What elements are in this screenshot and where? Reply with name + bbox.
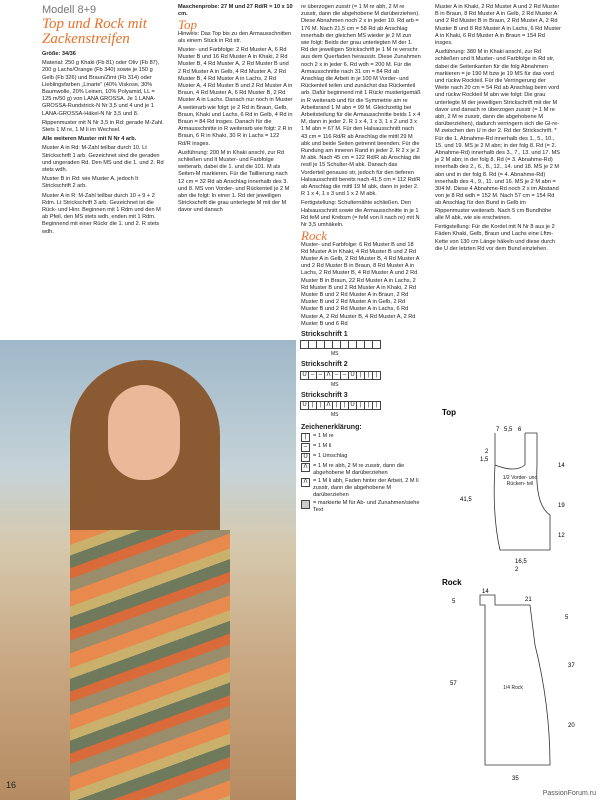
dim: 35 (512, 776, 519, 782)
chart-2-ms-label: MS (331, 381, 339, 388)
chart-1-ms-label: MS (331, 351, 339, 358)
column-2 (178, 4, 293, 217)
dim: 5 (452, 599, 456, 605)
dim: 16,5 (515, 559, 527, 565)
top-heading: Top (178, 17, 198, 33)
chart-3-ms-label: MS (331, 411, 339, 418)
dim: 14 (482, 589, 489, 595)
dim: 7 (496, 427, 500, 433)
dim: 12 (558, 533, 565, 539)
skirt-colorway-text: Muster- und Farbfolge: 6 Rd Muster B und 18 Rd Muster A in Khaki, 4 Rd Muster B und 2 Rd Muster A in Gelb, 2 Rd Muster B, 4 Rd Muster A und 2 Rd Muster B in Braun, 8 Rd Muster A in Lachs, 2 Rd Muster B, 4 Rd Muster A und 2 Rd Muster B in Braun, 22 Rd Muster A in Lachs, 2 Rd Muster B und 2 Rd Muster A in Khaki, 2 Rd Muster B und 2 Rd Muster A in Braun, 2 Rd Muster B und 2 Rd Muster A in Gelb, 2 Rd Muster B und 2 Rd Muster A in Lachs, 6 Rd Muster A, 2 Rd Muster B, 4 Rd Muster A, 2 Rd Muster B und 6 Rd (301, 241, 420, 327)
dim: 57 (450, 681, 457, 687)
dim: 41,5 (460, 497, 472, 503)
size-text: Größe: 34/36 (42, 51, 76, 57)
skirt-colorway-continued: Muster A in Khaki, 2 Rd Muster A und 2 Rd Muster B in Braun, 8 Rd Muster A in Gelb, 2 Rd Muster A und 2 Rd Muster B in Braun, 2 Rd Muster A, 2 Rd Muster B und 8 Rd Muster A in Lachs, 6 Rd Muster A in Khaki, 6 Rd Muster A in Braun = 154 Rd insges. (435, 4, 561, 47)
dim: 1,5 (480, 457, 489, 463)
dim: 20 (568, 723, 575, 729)
modell-label: Modell 8+9 (42, 4, 97, 16)
legend-item: – = 1 M li (301, 443, 421, 452)
top-piece-label: 1/2 Vorder- und Rücken- teil (502, 475, 538, 487)
material-text: Material: 250 g Khaki (Fb 81) oder Oliv (Fb 87), 200 g Lachs/Orange (Fb 340) sowie je 150 g Gelb (Fb 326) und Braun/Zimt (Fb 314) oder Lieblingsfarben „Linarte“ (40% Viskose, 30% Baumwolle, 20% Leinen, 10% Polyamid, LL = 125 m/50 g) von LANA GROSSA. Je 1 LANA-GROSSA-Rundstrick-N Nr 3,5 und 4 und je 1 LANA-GROSSA-Häkel-N Nr 3,5 und 8. (42, 60, 160, 117)
dim: 19 (558, 503, 565, 509)
dim: 6 (518, 427, 522, 433)
chart-1-title: Strickschrift 1 (301, 330, 348, 338)
legend-title: Zeichenerklärung: (301, 424, 362, 432)
top-schematic-label: Top (442, 408, 457, 417)
dim: 2 (485, 449, 489, 455)
chart-3-title: Strickschrift 3 (301, 391, 348, 399)
skirt-outline (480, 595, 550, 765)
rib-pattern-text: Rippenmuster mit N Nr 3,5 in Rd: gerade M-Zahl. Stets 1 M re, 1 M li im Wechsel. (42, 119, 164, 134)
top-colorway-text: Muster- und Farbfolge: 2 Rd Muster A, 6 Rd Muster B und 16 Rd Muster A in Khaki, 2 Rd Muster B, 4 Rd Muster A, 2 Rd Muster B und 2 Rd Muster A in Gelb, 4 Rd Muster A, 2 Rd Muster B, 4 Rd Muster A in Lachs, 2 Rd Muster A, 4 Rd Muster B und 2 Rd Muster A in Braun, 4 Rd Muster A, 6 Rd Muster B, 2 Rd Muster A in Lachs. Danach nur noch in Muster A weiterarb wie folgt: je 2 Rd in Braun, Gelb, Braun, Khaki und Lachs, 6 Rd in Gelb, 4 Rd in Braun = 84 Rd insges. Danach für die Armausschnitte in R weiterarb wie folgt: 2 R in Braun, 6 R in Khaki, 30 R in Lachs = 122 Rd/R insges. (178, 47, 293, 147)
model-photo (0, 340, 296, 800)
skirt-heading: Rock (301, 228, 327, 244)
dim: 5,5 (504, 427, 513, 433)
legend-item: U = 1 Umschlag (301, 453, 421, 462)
chart-2-title: Strickschrift 2 (301, 361, 348, 369)
schematics (440, 405, 598, 790)
legend-item: Λ = 1 M li abh, Faden hinter der Arbeit, 2 M li zusstr, dann die abgehobene M darüberziehen (301, 478, 421, 499)
page-number: 16 (6, 780, 17, 790)
legend-item: = markierte M für Ab- und Zunahmen/siehe Text (301, 500, 421, 514)
gauge-text: Maschenprobe: 27 M und 27 Rd/R = 10 x 10 cm. (178, 4, 293, 18)
chart-2-grid: U – – Λ – – U | | | (301, 371, 421, 380)
top-instructions-text: Ausführung: 200 M in Khaki anschl, zur Rd schließen und lt Muster- und Farbfolge weiterarb, dabei die 1. und die 101. M als Seiten-M markieren. Für die Taillierung nach 12 cm = 32 Rd ab Anschlag innerhalb des 3. und 8. MS von Vorder- und Rückenteil je 2 M abn die folgt: In einer 1. Rd der jeweiligen Strickschrift die grau unterlegte M mit der M davor und danach (178, 149, 290, 214)
legend (301, 433, 421, 514)
all-patterns-text: Alle weiteren Muster mit N Nr 4 arb. (42, 136, 137, 143)
dim: 14 (558, 463, 565, 469)
pattern-b-text: Muster B in Rd: wie Muster A, jedoch lt Strickschrift 2 arb. (42, 176, 139, 190)
skirt-finishing-text: Fertigstellung: Für die Kordel mit N Nr 8 aus je 2 Fäden Khaki, Gelb, Braun und Lachs eine Lftm-Kette von 130 cm Länge häkeln und diese durch die U der letzten Rd vor dem Bund einziehen. (435, 224, 556, 252)
page-title: Top und Rock mit Zackenstreifen (42, 16, 147, 47)
top-finishing-text: Fertigstellung: Schulternähte schließen. Den Halsausschnitt sowie die Armausschnitte in je 1 Rd feM und Krebsm (= feM von li nach re) mit N Nr 3,5 umhäkeln. (301, 200, 420, 229)
chart-3-grid: U | | Λ | | U | | | (301, 401, 421, 410)
pattern-a-text: Muster A in Rd: M-Zahl teilbar durch 10. Lt Strickschrift 1 arb. Gezeichnet sind die geraden und ungeraden Rd. Den MS und die 1. und 2. Rd stets wdh. (42, 145, 164, 174)
pattern-a-rows-text: Muster A in R: M-Zahl teilbar durch 10 + 9 + 2 Rdm. Lt Strickschrift 3 arb. Gezeichnet ist die Rück- und Hinr. Beginnen mit 1 Rdm und den M ab Pfeil, den MS stets wdh, enden mit 1 Rdm. Beginnend mit einer Rückr die 1. und 2. R stets wdh. (42, 192, 161, 235)
column-3 (301, 4, 421, 515)
legend-item: Λ = 1 M re abh, 2 M re zusstr, dann die abgehobene M darüberziehen (301, 463, 421, 477)
site-watermark: PassionForum.ru (542, 790, 596, 797)
top-continued-text: re überzogen zusstr (= 1 M re abh, 2 M re zusstr, dann die abgehobene M darüberziehen). Diese Abnahmen noch 2 x in jeder 10. Rd arb = 176 M. Nach 21,5 cm = 58 Rd ab Anschlag innerhalb der gleichen MS wieder je 2 M zun wie folgt: Beids der grau unterlegten M der 1. Rd der jeweiligen Strickschrift je 1 M re verschr aus dem Querfaden herausstr. Diese Zunahmen noch 2 x in jeder 6. Rd wdh = 200 M. Für die Armausschnitte nach 31 cm = 84 Rd ab Anschlag die Arbeit in je 100 M Vorder- und Rückenteil teilen und zunächst das Rückenteil arb. Dafür beginnend mit 1 Rückr musterigemäß in R weiterarb und für die Symmetrie am re Arbeitsrand 1 M abn = 99 M. Gleichzeitig bei Arbeitsteilung für die Armausschnitte beids 1 x 4 M, dann in jeder 2. R 1 x 4, 1 x 3, 1 x 2 und 3 x 1 M abn = 67 M. Für den Halsausschnitt nach 43 cm = 116 Rd/R ab Anschlag die mittl 29 M abk und beide Seiten getrennt beenden. Für die Rundung am inneren Rand in jeder 2. R 2 x je 2 M abk. Nach 45 cm = 122 Rd/R ab Anschlag die restl je 15 Schulter-M abk. Danach das Vorderteil genauso str, jedoch für den tieferen Halsausschnitt bereits nach 41,5 cm = 112 Rd/R ab Anschlag die mittl 19 M abk, dann in jeder 2. R 1 x 4, 1 x 3 und 1 x 2 M abk. (301, 4, 421, 198)
skirt-piece-label: 1/4 Rock (503, 685, 523, 691)
dim: 2 (515, 567, 519, 573)
top-hint-text: Hinweis: Das Top bis zu den Armausschnitten als einem Stück in Rd str. (178, 30, 292, 44)
face-shape (108, 385, 180, 480)
skirt-schematic-label: Rock (442, 578, 462, 587)
legend-item: | = 1 M re (301, 433, 421, 442)
skirt-instructions-text: Ausführung: 380 M in Khaki anschl, zur Rd schließen und lt Muster- und Farbfolge in Rd str, dabei die Seitenkanten für die folg Abnahmen markieren = je 190 M bzw je 19 MS für das vord und rückw Rockteil. Für die Verringerung der Weite nach 20 cm = 54 Rd ab Anschlag beim vord und rückw Rockteil M abn wie folgt: Die grau unterlegte M der jeweiligen Strickschrift mit der M davor und danach re überzogen zusstr (= 1 M re abh, 2 M re zusstr, dann die abgehobene M darüberziehen), dadurch verringern sich die Gl-re-M zwischen den U in der 2. Rd der Strickschrift. * Für die 1. Abnahme-Rd innerhalb des 1., 5., 10., 15. und 19. MS je 2 M abn; in der folg 8. Rd (= 2. Abnahme-Rd) innerhalb des 3., 7., 13. und 17. MS je 2 M abn; in der folg 8. Rd (= 3. Abnahme-Rd) innerhalb des 2., 6., 8., 12., 14. und 18. MS je 2 M abn und in der folg 8. Rd (= 4. Abnahme-Rd) innerhalb des 4., 9., 11. und 16. MS je 2 M abn = 304 M. Diese 4 Abnahme-Rd noch 2 x im Abstand von je 8 Rd wdh = 152 M. Nach 57 cm = 154 Rd ab Anschlag für den Bund in Gelb im Rippenmuster weiterarb. Nach 5 cm Bundhöhe alle M abk, wie sie erscheinen. (435, 49, 561, 221)
column-4 (435, 4, 561, 255)
dim: 21 (525, 597, 532, 603)
dim: 37 (568, 663, 575, 669)
column-1 (42, 4, 164, 238)
chart-1-grid (301, 340, 421, 349)
dim: 5 (565, 615, 569, 621)
zigzag-dress-shape (70, 530, 230, 800)
